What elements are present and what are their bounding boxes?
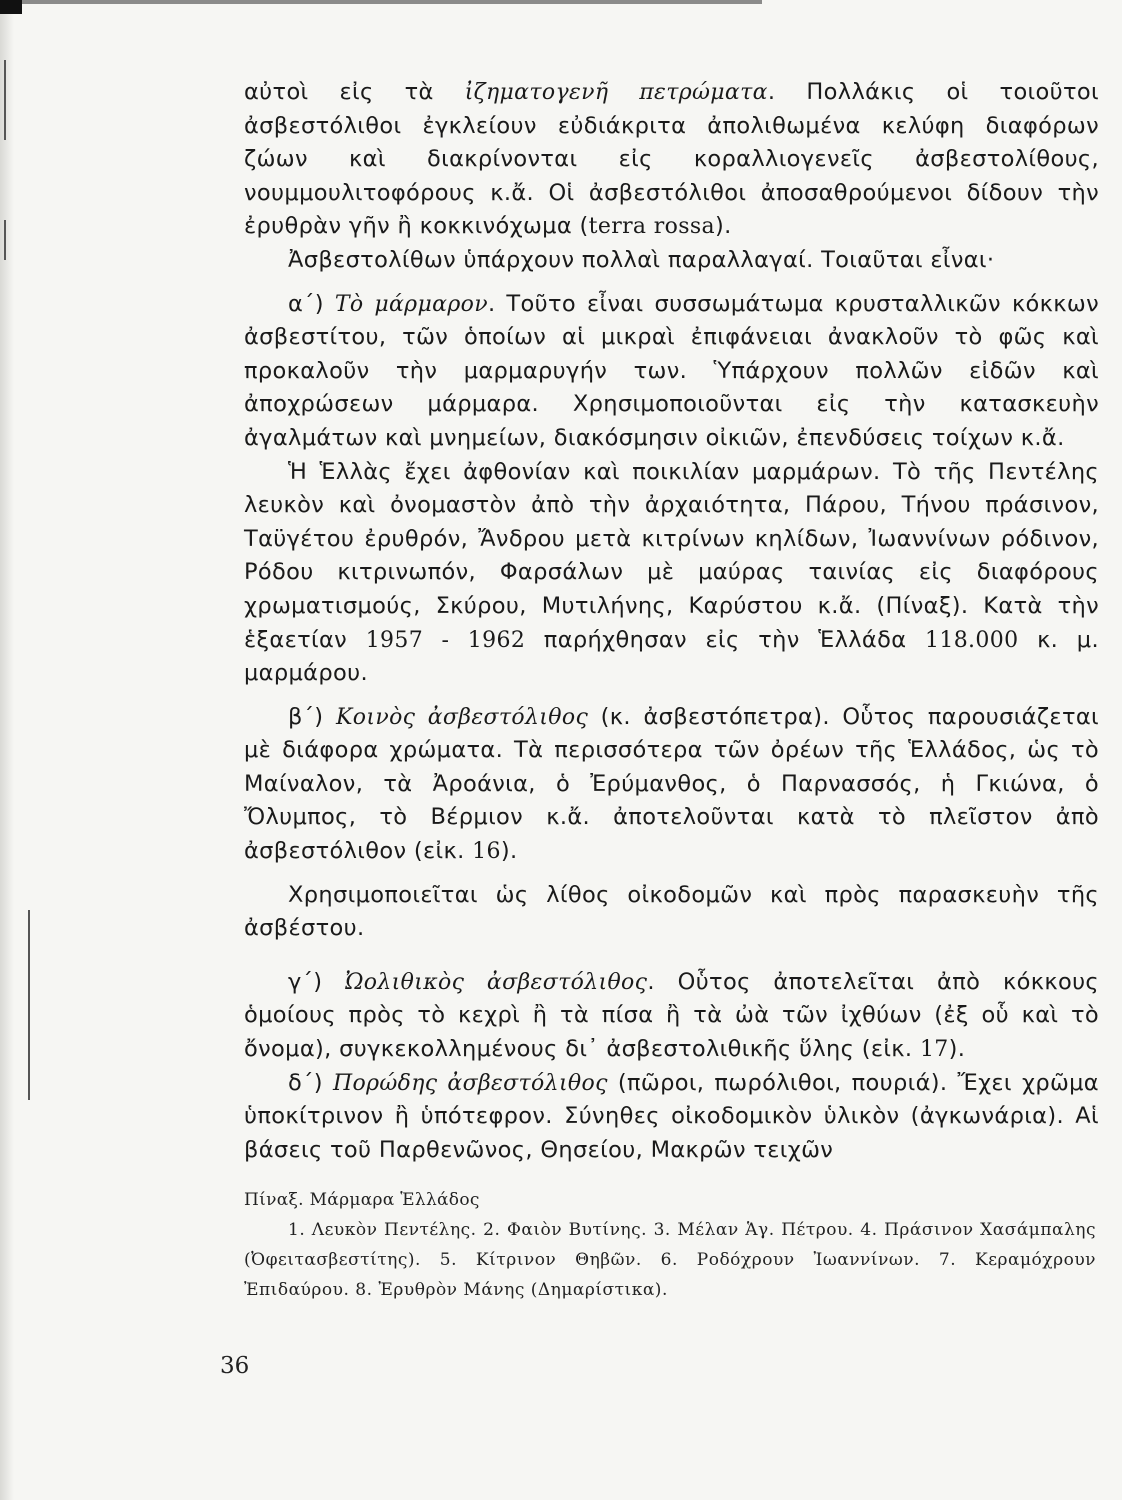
italic-term: ἰζηματογενῆ πετρώματα: [464, 80, 768, 105]
paragraph: [244, 879, 1099, 946]
paragraph: [244, 966, 1099, 1067]
table-caption: [244, 1185, 1096, 1305]
italic-term: Πορώδης ἀσβεστόλιθος: [332, 1070, 608, 1096]
paragraph: [244, 288, 1099, 456]
body-text: [244, 76, 1099, 1167]
text-run: 16: [472, 839, 501, 865]
paragraph: [244, 456, 1099, 691]
text-run: ).: [714, 213, 732, 240]
text-run: . Πολλάκις οἱ τοιοῦτοι ἀσβεστόλιθοι ἐγκλείουν εὐδιάκριτα ἀπολιθωμένα κελύφη διαφόρων ζώων καὶ διακρίνονται εἰς κοραλλιογενεῖς ἀσβεστολίθους, νουμμουλιτοφόρους κ.ἄ. Οἱ ἀσβεστόλιθοι ἀποσαθρούμενοι δίδουν τὴν ἐρυθρὰν γῆν ἢ κοκκινόχωμα (: [244, 79, 1099, 240]
italic-term: Τὸ μάρμαρον: [334, 291, 488, 317]
text-run: 17: [919, 1037, 949, 1063]
text-run: 1957 - 1962: [365, 627, 526, 653]
text-run: . Τοῦτο εἶναι συσσωμάτωμα κρυσταλλικῶν κόκκων ἀσβεστίτου, τῶν ὁποίων αἱ μικραὶ ἐπιφάνειαι ἀνακλοῦν τὸ φῶς καὶ προκαλοῦν τὴν μαρμαρυγήν των. Ὑπάρχουν πολλῶν εἰδῶν καὶ ἀποχρώσεων μάρμαρα. Χρησιμοποιοῦνται εἰς τὴν κατασκευὴν ἀγαλμάτων καὶ μνημείων, διακόσμησιν οἰκιῶν, ἐπενδύσεις τοίχων κ.ἄ.: [244, 290, 1100, 451]
text-run: α΄): [288, 290, 335, 317]
italic-term: Ὠολιθικὸς ἀσβεστόλιθος: [345, 969, 648, 995]
text-run: β΄): [288, 703, 336, 730]
scan-mark: [4, 60, 6, 140]
paragraph: [244, 244, 1099, 278]
page-number: 36: [220, 1353, 250, 1379]
scan-top-edge: [22, 0, 762, 4]
text-run: αὐτοὶ εἰς τὰ: [244, 79, 465, 105]
scan-corner-mark: [0, 0, 22, 14]
text-run: Ἡ Ἑλλὰς ἔχει ἀφθονίαν καὶ ποικιλίαν μαρμάρων. Τὸ τῆς Πεντέλης λευκὸν καὶ ὀνομαστὸν ἀπὸ τὴν ἀρχαιότητα, Πάρου, Τήνου πράσινον, Ταϋγέτου ἐρυθρόν, Ἄνδρου μετὰ κιτρίνων κηλίδων, Ἰωαννίνων ρόδινον, Ρόδου κιτρινωπόν, Φαρσάλων μὲ μαύρας ταινίας εἰς διαφόρους χρωματισμούς, Σκύρου, Μυτιλήνης, Καρύστου κ.ἄ. (Πίναξ). Κατὰ τὴν ἑξαετίαν: [244, 458, 1099, 653]
text-run: ).: [500, 838, 518, 865]
paragraph: [244, 701, 1099, 869]
text-run: 118.000: [925, 627, 1019, 653]
paragraph: [244, 76, 1099, 244]
text-run: ).: [948, 1036, 966, 1063]
page-edge-shadow: [0, 0, 14, 1500]
text-run: Ἀσβεστολίθων ὑπάρχουν πολλαὶ παραλλαγαί. Τοιαῦται εἶναι·: [288, 246, 995, 273]
paragraph: [244, 1067, 1099, 1168]
text-run: Χρησιμοποιεῖται ὡς λίθος οἰκοδομῶν καὶ πρὸς παρασκευὴν τῆς ἀσβέστου.: [244, 881, 1099, 942]
scan-mark: [4, 220, 6, 260]
text-run: (πῶροι, πωρόλιθοι, πουριά). Ἔχει χρῶμα ὑποκίτρινον ἢ ὑπότεφρον. Σύνηθες οἰκοδομικὸν ὑλικὸν (ἀγκωνάρια). Αἱ βάσεις τοῦ Παρθενῶνος, Θησείου, Μακρῶν τειχῶν: [244, 1069, 1099, 1163]
scan-mark: [28, 910, 30, 1100]
text-run: δ΄): [288, 1069, 333, 1096]
caption-title: Πίναξ. Μάρμαρα Ἑλλάδος: [244, 1190, 480, 1210]
caption-body: 1. Λευκὸν Πεντέλης. 2. Φαιὸν Βυτίνης. 3. Μέλαν Ἁγ. Πέτρου. 4. Πράσινον Χασάμπαλης (Ὀφειτασβεστίτης). 5. Κίτρινον Θηβῶν. 6. Ροδόχρουν Ἰωαννίνων. 7. Κεραμόχρουν Ἐπιδαύρου. 8. Ἐρυθρὸν Μάνης (Δημαρίστικα).: [244, 1220, 1096, 1300]
text-run: παρήχθησαν εἰς τὴν Ἑλλάδα: [525, 626, 926, 653]
text-run: terra rossa: [588, 214, 715, 240]
text-run: (κ. ἀσβεστόπετρα). Οὗτος παρουσιάζεται μὲ διάφορα χρώματα. Τὰ περισσότερα τῶν ὀρέων τῆς Ἑλλάδος, ὡς τὸ Μαίναλον, τὰ Ἀροάνια, ὁ Ἐρύμανθος, ὁ Παρνασσός, ἡ Γκιώνα, ὁ Ὄλυμπος, τὸ Βέρμιον κ.ἄ. ἀποτελοῦνται κατὰ τὸ πλεῖστον ἀπὸ ἀσβεστόλιθον (εἰκ.: [244, 703, 1099, 865]
italic-term: Κοινὸς ἀσβεστόλιθος: [335, 704, 589, 730]
text-run: γ΄): [288, 968, 346, 995]
text-run: . Οὗτος ἀποτελεῖται ἀπὸ κόκκους ὁμοίους πρὸς τὸ κεχρὶ ἢ τὰ πίσα ἢ τὰ ὠὰ τῶν ἰχθύων (ἐξ οὗ καὶ τὸ ὄνομα), συγκεκολλημένους δι᾽ ἀσβεστολιθικῆς ὕλης (εἰκ.: [244, 968, 1099, 1063]
text-run: κ. μ. μαρμάρου.: [244, 626, 1099, 687]
